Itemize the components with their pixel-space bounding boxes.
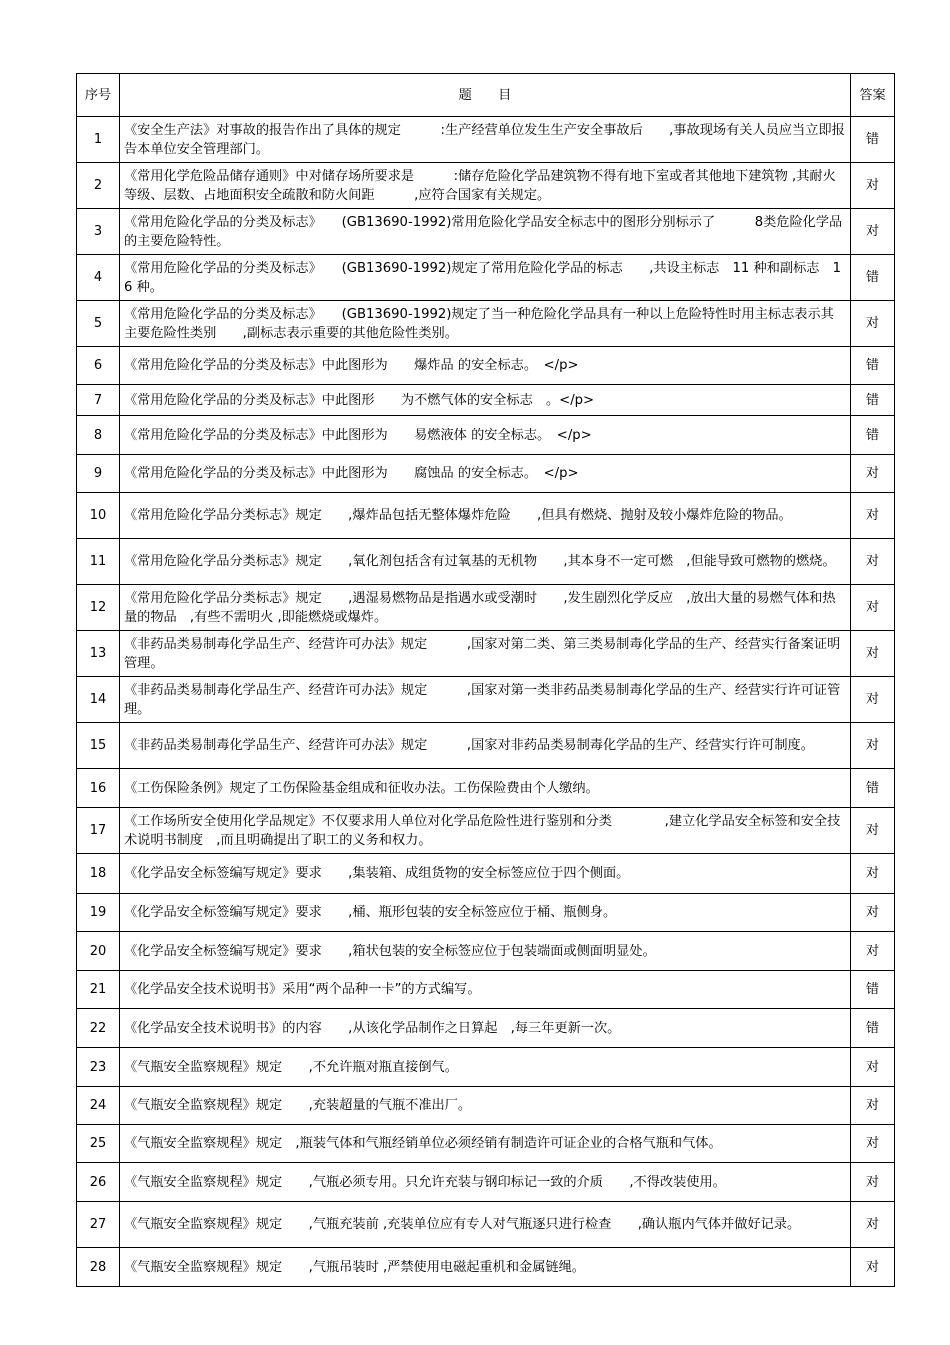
answer-cell: 对 xyxy=(851,209,895,255)
row-number: 7 xyxy=(77,385,120,416)
table-row xyxy=(77,854,895,894)
answer-cell: 错 xyxy=(851,117,895,163)
question-text: 《安全生产法》对事故的报告作出了具体的规定 :生产经营单位发生生产安全事故后 ,事故现场有关人员应当立即报告本单位安全管理部门。 xyxy=(120,117,851,163)
quiz-body xyxy=(77,117,895,1287)
table-row xyxy=(77,971,895,1009)
question-text: 《常用危险化学品的分类及标志》中此图形为 爆炸品 的安全标志。 </p> xyxy=(120,347,851,385)
table-row xyxy=(77,385,895,416)
answer-cell: 对 xyxy=(851,854,895,894)
question-text: 《化学品安全标签编写规定》要求 ,桶、瓶形包装的安全标签应位于桶、瓶侧身。 xyxy=(120,894,851,932)
question-text: 《化学品安全标签编写规定》要求 ,箱状包装的安全标签应位于包装端面或侧面明显处。 xyxy=(120,932,851,971)
row-number: 19 xyxy=(77,894,120,932)
row-number: 22 xyxy=(77,1009,120,1048)
question-text: 《化学品安全技术说明书》采用“两个品种一卡”的方式编写。 xyxy=(120,971,851,1009)
question-text: 《非药品类易制毒化学品生产、经营许可办法》规定 ,国家对第一类非药品类易制毒化学品的生产、经营实行许可证管理。 xyxy=(120,677,851,723)
row-number: 28 xyxy=(77,1248,120,1287)
question-text: 《常用化学危险品储存通则》中对储存场所要求是 :储存危险化学品建筑物不得有地下室或者其他地下建筑物 ,其耐火等级、层数、占地面积安全疏散和防火间距 ,应符合国家有关规定。 xyxy=(120,163,851,209)
row-number: 11 xyxy=(77,539,120,585)
table-row xyxy=(77,723,895,769)
question-text: 《常用危险化学品的分类及标志》中此图形为 腐蚀品 的安全标志。 </p> xyxy=(120,455,851,493)
question-text: 《常用危险化学品分类标志》规定 ,遇湿易燃物品是指遇水或受潮时 ,发生剧烈化学反应 ,放出大量的易燃气体和热量的物品 ,有些不需明火 ,即能燃烧或爆炸。 xyxy=(120,585,851,631)
question-text: 《气瓶安全监察规程》规定 ,气瓶吊装时 ,严禁使用电磁起重机和金属链绳。 xyxy=(120,1248,851,1287)
table-row xyxy=(77,301,895,347)
question-text: 《工伤保险条例》规定了工伤保险基金组成和征收办法。工伤保险费由个人缴纳。 xyxy=(120,769,851,808)
question-text: 《常用危险化学品分类标志》规定 ,爆炸品包括无整体爆炸危险 ,但具有燃烧、抛射及较小爆炸危险的物品。 xyxy=(120,493,851,539)
question-text: 《常用危险化学品的分类及标志》中此图形为 易燃液体 的安全标志。 </p> xyxy=(120,416,851,455)
table-row xyxy=(77,1125,895,1163)
question-text: 《工作场所安全使用化学品规定》不仅要求用人单位对化学品危险性进行鉴别和分类 ,建立化学品安全标签和安全技术说明书制度 ,而且明确提出了职工的义务和权力。 xyxy=(120,808,851,854)
header-number: 序号 xyxy=(77,74,120,117)
table-row xyxy=(77,1087,895,1125)
table-row xyxy=(77,416,895,455)
quiz-table xyxy=(76,73,895,1287)
question-text: 《常用危险化学品的分类及标志》 (GB13690-1992)规定了当一种危险化学品具有一种以上危险特性时用主标志表示其主要危险性类别 ,副标志表示重要的其他危险性类别。 xyxy=(120,301,851,347)
answer-cell: 对 xyxy=(851,1125,895,1163)
table-row xyxy=(77,932,895,971)
row-number: 23 xyxy=(77,1048,120,1087)
table-row xyxy=(77,455,895,493)
table-row xyxy=(77,769,895,808)
table-row xyxy=(77,493,895,539)
row-number: 12 xyxy=(77,585,120,631)
row-number: 20 xyxy=(77,932,120,971)
table-row xyxy=(77,209,895,255)
table-row xyxy=(77,347,895,385)
table-row xyxy=(77,1163,895,1202)
answer-cell: 错 xyxy=(851,971,895,1009)
answer-cell: 对 xyxy=(851,808,895,854)
question-text: 《气瓶安全监察规程》规定 ,瓶装气体和气瓶经销单位必须经销有制造许可证企业的合格气瓶和气体。 xyxy=(120,1125,851,1163)
table-row xyxy=(77,163,895,209)
row-number: 18 xyxy=(77,854,120,894)
header-answer: 答案 xyxy=(851,74,895,117)
answer-cell: 对 xyxy=(851,539,895,585)
table-row xyxy=(77,117,895,163)
row-number: 24 xyxy=(77,1087,120,1125)
question-text: 《常用危险化学品的分类及标志》 (GB13690-1992)常用危险化学品安全标志中的图形分别标示了 8类危险化学品的主要危险特性。 xyxy=(120,209,851,255)
question-text: 《常用危险化学品的分类及标志》中此图形 为不燃气体的安全标志 。</p> xyxy=(120,385,851,416)
answer-cell: 对 xyxy=(851,932,895,971)
row-number: 3 xyxy=(77,209,120,255)
answer-cell: 对 xyxy=(851,585,895,631)
table-row xyxy=(77,1202,895,1248)
question-text: 《气瓶安全监察规程》规定 ,充装超量的气瓶不准出厂。 xyxy=(120,1087,851,1125)
answer-cell: 对 xyxy=(851,1248,895,1287)
answer-cell: 对 xyxy=(851,301,895,347)
question-text: 《气瓶安全监察规程》规定 ,气瓶必须专用。只允许充装与钢印标记一致的介质 ,不得改装使用。 xyxy=(120,1163,851,1202)
table-row xyxy=(77,1248,895,1287)
answer-cell: 错 xyxy=(851,347,895,385)
row-number: 6 xyxy=(77,347,120,385)
table-row xyxy=(77,677,895,723)
row-number: 5 xyxy=(77,301,120,347)
row-number: 21 xyxy=(77,971,120,1009)
question-text: 《化学品安全标签编写规定》要求 ,集装箱、成组货物的安全标签应位于四个侧面。 xyxy=(120,854,851,894)
answer-cell: 对 xyxy=(851,455,895,493)
header-question: 题 目 xyxy=(120,74,851,117)
row-number: 27 xyxy=(77,1202,120,1248)
table-row xyxy=(77,585,895,631)
row-number: 16 xyxy=(77,769,120,808)
table-row xyxy=(77,894,895,932)
question-text: 《化学品安全技术说明书》的内容 ,从该化学品制作之日算起 ,每三年更新一次。 xyxy=(120,1009,851,1048)
table-row xyxy=(77,539,895,585)
table-row xyxy=(77,808,895,854)
answer-cell: 错 xyxy=(851,1009,895,1048)
answer-cell: 对 xyxy=(851,163,895,209)
row-number: 4 xyxy=(77,255,120,301)
table-header-row xyxy=(77,74,895,117)
table-row xyxy=(77,1048,895,1087)
answer-cell: 对 xyxy=(851,1087,895,1125)
answer-cell: 对 xyxy=(851,1163,895,1202)
row-number: 8 xyxy=(77,416,120,455)
question-text: 《气瓶安全监察规程》规定 ,气瓶充装前 ,充装单位应有专人对气瓶逐只进行检查 ,确认瓶内气体并做好记录。 xyxy=(120,1202,851,1248)
row-number: 14 xyxy=(77,677,120,723)
row-number: 26 xyxy=(77,1163,120,1202)
answer-cell: 错 xyxy=(851,769,895,808)
row-number: 1 xyxy=(77,117,120,163)
row-number: 15 xyxy=(77,723,120,769)
answer-cell: 错 xyxy=(851,385,895,416)
answer-cell: 对 xyxy=(851,723,895,769)
answer-cell: 对 xyxy=(851,1202,895,1248)
table-row xyxy=(77,1009,895,1048)
table-row xyxy=(77,631,895,677)
table-row xyxy=(77,255,895,301)
question-text: 《非药品类易制毒化学品生产、经营许可办法》规定 ,国家对第二类、第三类易制毒化学品的生产、经营实行备案证明管理。 xyxy=(120,631,851,677)
answer-cell: 对 xyxy=(851,677,895,723)
row-number: 17 xyxy=(77,808,120,854)
question-text: 《常用危险化学品的分类及标志》 (GB13690-1992)规定了常用危险化学品的标志 ,共设主标志 11 种和副标志 16 种。 xyxy=(120,255,851,301)
row-number: 2 xyxy=(77,163,120,209)
row-number: 9 xyxy=(77,455,120,493)
answer-cell: 错 xyxy=(851,255,895,301)
answer-cell: 对 xyxy=(851,894,895,932)
row-number: 10 xyxy=(77,493,120,539)
question-text: 《非药品类易制毒化学品生产、经营许可办法》规定 ,国家对非药品类易制毒化学品的生产、经营实行许可制度。 xyxy=(120,723,851,769)
row-number: 13 xyxy=(77,631,120,677)
answer-cell: 错 xyxy=(851,416,895,455)
answer-cell: 对 xyxy=(851,1048,895,1087)
question-text: 《气瓶安全监察规程》规定 ,不允许瓶对瓶直接倒气。 xyxy=(120,1048,851,1087)
question-text: 《常用危险化学品分类标志》规定 ,氧化剂包括含有过氧基的无机物 ,其本身不一定可燃 ,但能导致可燃物的燃烧。 xyxy=(120,539,851,585)
row-number: 25 xyxy=(77,1125,120,1163)
answer-cell: 对 xyxy=(851,493,895,539)
answer-cell: 对 xyxy=(851,631,895,677)
